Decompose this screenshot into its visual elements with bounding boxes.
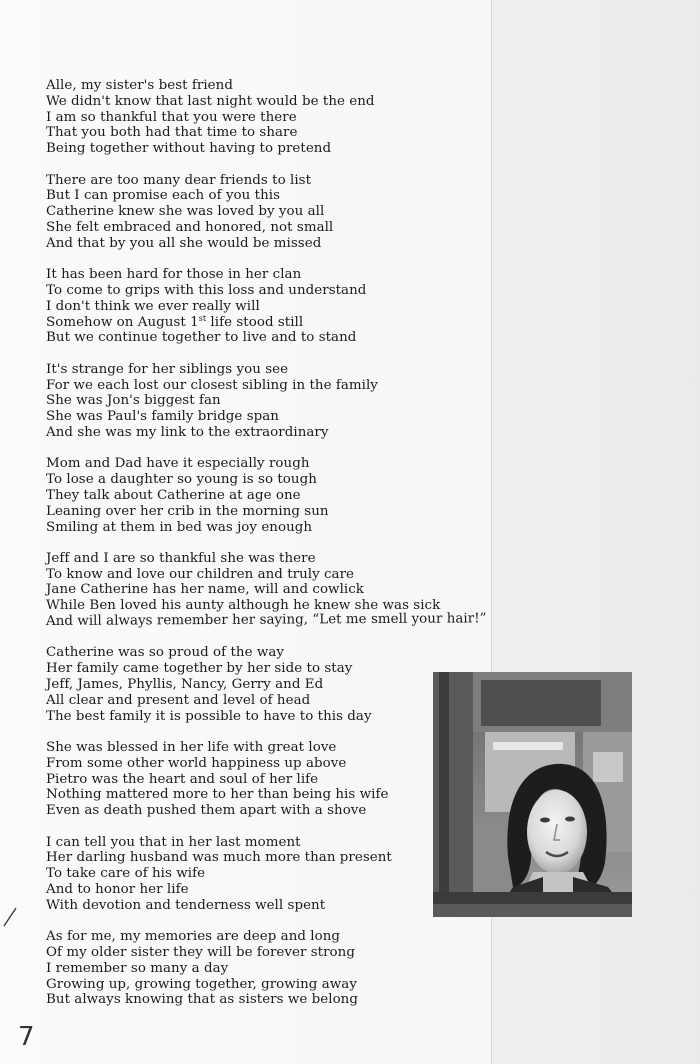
poem-line: The best family it is possible to have to this day [46, 708, 372, 724]
poem-line: To come to grips with this loss and understand [46, 282, 367, 298]
stanza [46, 551, 486, 630]
august-superscript: st [198, 313, 207, 323]
poem-line: I can tell you that in her last moment [46, 834, 301, 850]
poem [46, 78, 486, 1024]
poem-line: Of my older sister they will be forever strong [46, 945, 355, 960]
poem-line: Jane Catherine has her name, will and cowlick [46, 582, 364, 598]
stanza [46, 929, 486, 1008]
stanza [46, 835, 486, 914]
stanza [46, 362, 486, 441]
poem-line: She felt embraced and honored, not small [46, 219, 334, 235]
poem-line: Leaning over her crib in the morning sun [46, 503, 329, 519]
poem-line: I remember so many a day [46, 960, 229, 976]
poem-line: And will always remember her saying, “Let me smell your hair!” [45, 611, 487, 630]
page-number: 7 [18, 1022, 35, 1052]
poem-line: Even as death pushed them apart with a shove [46, 803, 367, 819]
stanza [46, 78, 486, 157]
poem-line: Jeff and I are so thankful she was there [46, 550, 316, 566]
poem-line: To know and love our children and truly care [46, 566, 355, 582]
poem-line: I am so thankful that you were there [46, 109, 297, 125]
poem-line: And that by you all she would be missed [46, 235, 322, 251]
poem-line: Catherine knew she was loved by you all [46, 204, 325, 220]
poem-line: But we continue together to live and to stand [46, 330, 357, 346]
poem-line: Mom and Dad have it especially rough [46, 456, 310, 472]
stanza [46, 456, 486, 535]
poem-line: It's strange for her siblings you see [46, 361, 289, 377]
poem-line: That you both had that time to share [46, 125, 298, 141]
poem-line-august [46, 315, 486, 331]
margin-pen-mark [2, 906, 18, 928]
poem-line: For we each lost our closest sibling in the family [46, 377, 378, 393]
poem-line: As for me, my memories are deep and long [46, 929, 341, 945]
poem-line: Nothing mattered more to her than being his wife [46, 787, 389, 803]
poem-line: She was Jon's biggest fan [46, 393, 221, 409]
poem-line: Jeff, James, Phyllis, Nancy, Gerry and Ed [46, 677, 324, 693]
august-prefix: Somehow on August 1 [46, 314, 199, 330]
poem-line: Smiling at them in bed was joy enough [46, 519, 313, 535]
poem-line: There are too many dear friends to list [46, 172, 312, 188]
stanza [46, 173, 486, 252]
poem-line: Her darling husband was much more than present [46, 850, 392, 866]
poem-line: And she was my link to the extraordinary [46, 424, 329, 440]
stanza [46, 740, 486, 819]
poem-line: Being together without having to pretend [46, 141, 332, 157]
portrait-illustration [433, 672, 632, 917]
poem-line: Pietro was the heart and soul of her life [46, 771, 319, 787]
poem-line: And to honor her life [46, 882, 189, 898]
poem-line: All clear and present and level of head [46, 692, 311, 708]
poem-line: But always knowing that as sisters we belong [46, 992, 358, 1008]
poem-line: While Ben loved his aunty although he knew she was sick [46, 598, 441, 614]
august-suffix: life stood still [206, 314, 304, 330]
poem-line: Her family came together by her side to stay [46, 661, 353, 677]
poem-line: She was Paul's family bridge span [46, 409, 279, 425]
stanza [46, 645, 486, 724]
poem-line: With devotion and tenderness well spent [46, 897, 326, 913]
poem-line: We didn't know that last night would be the end [46, 93, 375, 109]
poem-line: To take care of his wife [46, 866, 206, 882]
portrait-photo [433, 672, 632, 917]
poem-line: It has been hard for those in her clan [46, 267, 302, 283]
poem-line: She was blessed in her life with great love [46, 740, 337, 756]
poem-line: They talk about Catherine at age one [46, 487, 301, 503]
stanza [46, 267, 486, 346]
poem-line: Growing up, growing together, growing away [46, 976, 357, 992]
poem-line: But I can promise each of you this [46, 188, 281, 204]
poem-line: Catherine was so proud of the way [46, 645, 285, 661]
poem-line: From some other world happiness up above [46, 755, 347, 771]
poem-line: I don't think we ever really will [46, 298, 260, 314]
poem-line: To lose a daughter so young is so tough [46, 472, 317, 488]
poem-line: Alle, my sister's best friend [46, 78, 233, 93]
